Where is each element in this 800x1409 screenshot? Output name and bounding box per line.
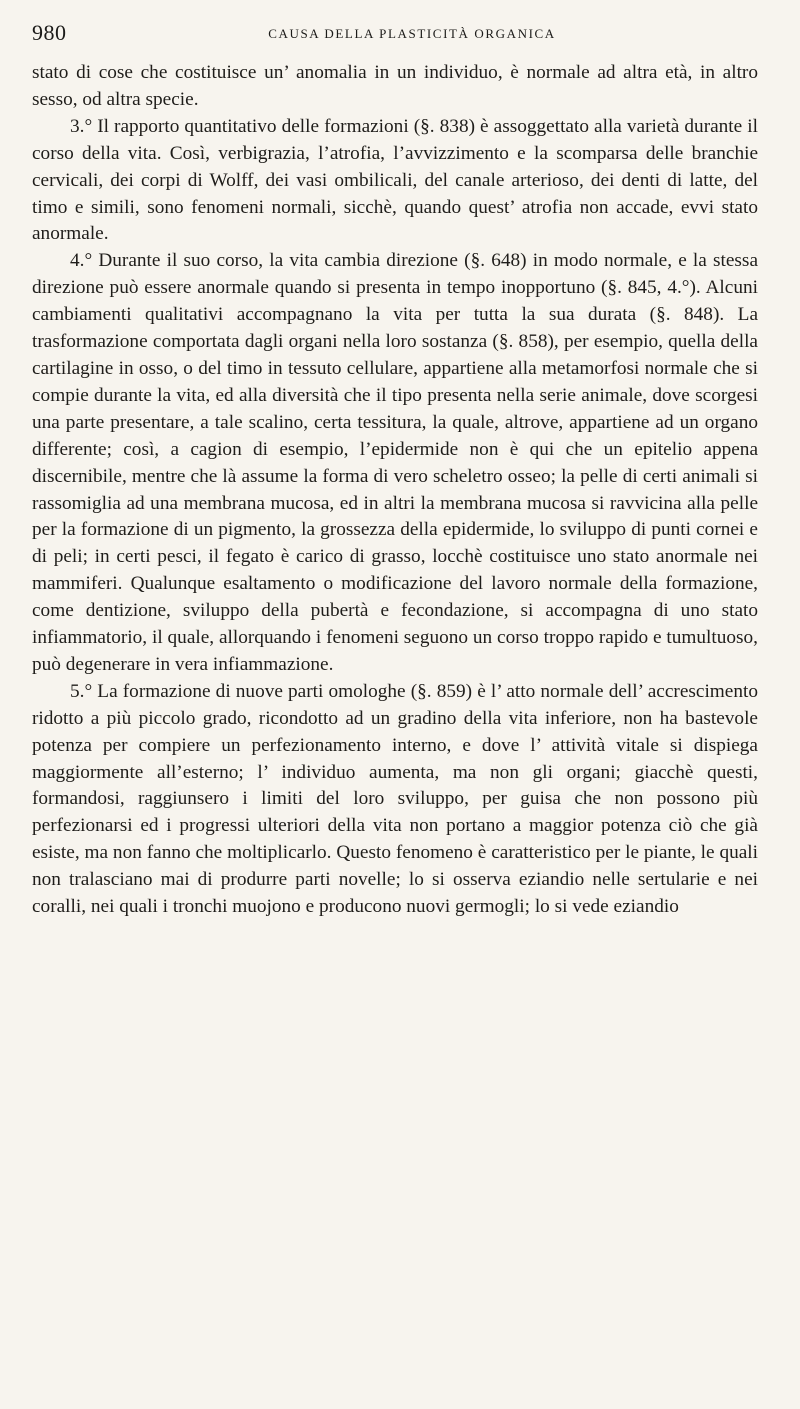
page-header (32, 20, 752, 48)
running-title: CAUSA DELLA PLASTICITÀ ORGANICA (268, 26, 556, 41)
paragraph-4: 4.° Durante il suo corso, la vita cambia direzione (§. 648) in modo normale, e la stessa direzione può essere anormale quando si presenta in tempo inopportuno (§. 845, 4.°). Alcuni cambiamenti qualitativi accompagnano la vita per tutta la sua durata (§. 848). La trasformazione comportata dagli organi nella loro sostanza (§. 858), per esempio, quella della cartilagine in osso, o del timo in tessuto cellulare, appartiene alla metamorfosi normale che si compie durante la vita, ed alla diversità che il tipo presenta nella serie animale, dove scorgesi una parte presentare, a tale scalino, certa tessitura, la quale, altrove, appartiene ad un organo differente; così, a cagion di esempio, l’epidermide non è qui che un epitelio appena discernibile, mentre che là assume la forma di vero scheletro osseo; la pelle di certi animali si rassomiglia ad una membrana mucosa, ed in altri la membrana mucosa si ravvicina alla pelle per la formazione di un pigmento, la grossezza della epidermide, lo sviluppo di punti cornei e di peli; in certi pesci, il fegato è carico di grasso, locchè costituisce uno stato anormale nei mammiferi. Qualunque esaltamento o modificazione del lavoro normale della formazione, come dentizione, sviluppo della pubertà e fecondazione, si accompagna di uno stato infiammatorio, il quale, allorquando i fenomeni seguono un corso troppo rapido e tumultuoso, può degenerare in vera infiammazione. (32, 250, 758, 675)
page-number: 980 (32, 20, 67, 45)
body-text (32, 60, 758, 921)
paragraph-3: 3.° Il rapporto quantitativo delle formazioni (§. 838) è assoggettato alla varietà durante il corso della vita. Così, verbigrazia, l’atrofia, l’avvizzimento e la scomparsa delle branchie cervicali, dei corpi di Wolff, dei vasi ombilicali, del canale arterioso, dei denti di latte, del timo e simili, sono fenomeni normali, sicchè, quando quest’ atrofia non accade, evvi stato anormale. (32, 115, 758, 245)
paragraph-5: 5.° La formazione di nuove parti omologhe (§. 859) è l’ atto normale dell’ accrescimento ridotto a più piccolo grado, ricondotto ad un gradino della vita inferiore, non ha bastevole potenza per compiere un perfezionamento interno, e dove l’ attività vitale si dispiega maggiormente all’esterno; l’ individuo aumenta, ma non gli organi; giacchè questi, formandosi, raggiunsero i limiti del loro sviluppo, per guisa che non possono più perfezionarsi ed i progressi ulteriori della vita non portano a maggior potenza ciò che già esiste, ma non fanno che moltiplicarlo. Questo fenomeno è caratteristico per le piante, le quali non tralasciano mai di produrre parti novelle; lo si osserva eziandio nelle sertularie e nei coralli, nei quali i tronchi muojono e producono nuovi germogli; lo si vede eziandio (32, 680, 758, 918)
paragraph-continuation: stato di cose che costituisce un’ anomalia in un individuo, è normale ad altra età, in altro sesso, od altra specie. (32, 62, 758, 110)
